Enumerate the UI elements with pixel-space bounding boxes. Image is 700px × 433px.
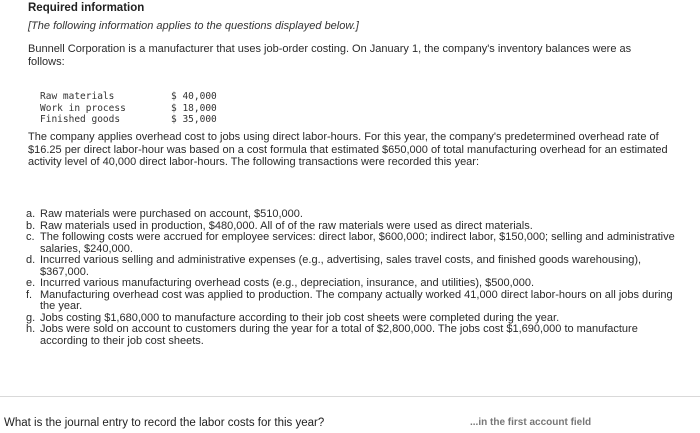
list-item [26, 324, 681, 347]
item-letter: a. [26, 208, 36, 220]
list-item [26, 278, 681, 290]
balance-label: Raw materials [40, 91, 115, 102]
question-text: What is the journal entry to record the labor costs for this year? [4, 417, 325, 429]
transactions-list [26, 209, 681, 347]
item-text: Raw materials used in production, $480,000. All of of the raw materials were used as direct materials. [40, 219, 533, 232]
overhead-paragraph: The company applies overhead cost to jobs using direct labor-hours. For this year, the company's predetermined overhead rate of $16.25 per direct labor-hour was based on a cost formula that estimated $650,000 of total manufacturing overhead for an estimated activity level of 40,000 direct labor-hours. The following transactions were recorded this year: [28, 131, 668, 168]
section-divider [0, 396, 700, 397]
item-letter: h. [26, 323, 36, 335]
list-item [26, 232, 681, 255]
item-text: Manufacturing overhead cost was applied to production. The company actually worked 41,000 direct labor-hours on all jobs during the year. [40, 288, 673, 312]
item-text: The following costs were accrued for employee services: direct labor, $600,000; indirect labor, $150,000; selling and administrative salaries, $240,000. [40, 231, 675, 255]
item-text: Jobs costing $1,680,000 to manufacture according to their job cost sheets were completed during the year. [40, 311, 560, 324]
item-letter: f. [26, 288, 33, 301]
balance-label: Work in process [40, 102, 126, 114]
intro-paragraph: Bunnell Corporation is a manufacturer that uses job-order costing. On January 1, the company's inventory balances were as follows: [28, 43, 632, 68]
list-item [26, 209, 681, 221]
balance-amount: $ 35,000 [171, 114, 217, 125]
item-letter: g. [26, 311, 36, 324]
required-information-heading: Required information [28, 2, 145, 14]
balance-row [40, 114, 217, 126]
item-letter: e. [26, 277, 36, 289]
balance-label: Finished goods [40, 114, 121, 125]
balance-row [40, 91, 217, 103]
balance-amount: $ 40,000 [171, 91, 217, 102]
item-text: Incurred various selling and administrative expenses (e.g., advertising, sales travel costs, and finished goods warehousing), $367,000. [40, 254, 642, 278]
item-letter: c. [26, 231, 35, 243]
balance-row [40, 103, 217, 115]
item-text: Raw materials were purchased on account, $510,000. [40, 208, 303, 220]
list-item [26, 255, 681, 278]
item-letter: d. [26, 254, 36, 266]
instruction-hint: ...in the first account field [470, 417, 592, 428]
list-item [26, 290, 681, 313]
inventory-balances [40, 91, 217, 126]
item-text: Incurred various manufacturing overhead costs (e.g., depreciation, insurance, and utilities), $500,000. [40, 277, 535, 289]
item-letter: b. [26, 219, 36, 232]
balance-amount: $ 18,000 [171, 102, 217, 114]
item-text: Jobs were sold on account to customers during the year for a total of $2,800,000. The jobs cost $1,690,000 to manufacture according to their job cost sheets. [40, 323, 638, 347]
info-note: [The following information applies to the questions displayed below.] [28, 20, 359, 32]
